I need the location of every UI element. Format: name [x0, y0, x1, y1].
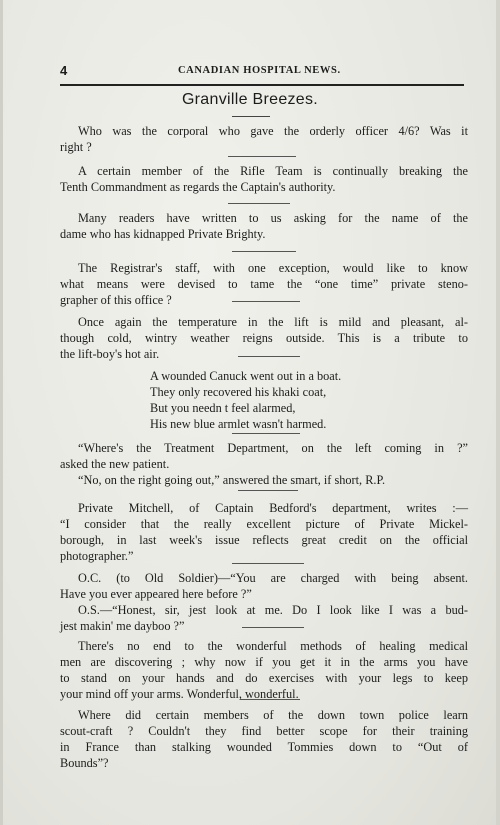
item-scout-craft — [60, 707, 468, 771]
text-line: borough, in last week's issue reflects great credit on the official — [60, 533, 468, 547]
text-line: in France than stalking wounded Tommies down to “Out of — [60, 740, 468, 754]
item-kidnapped — [60, 210, 468, 242]
item-corporal — [60, 123, 468, 155]
page-header — [60, 63, 464, 79]
separator-rule — [232, 433, 300, 434]
text-line: Private Mitchell, of Captain Bedford's department, writes :— — [78, 501, 468, 515]
separator-rule — [240, 699, 300, 700]
text-line: O.C. (to Old Soldier)—“You are charged with being absent. — [78, 571, 468, 585]
item-healing-methods — [60, 638, 468, 702]
text-line: your mind off your arms. Wonderful, wonderful. — [60, 687, 299, 701]
text-line: Who was the corporal who gave the orderly officer 4/6? Was it — [78, 124, 468, 138]
text-line: men are discovering ; why now if you get it in the arms you have — [60, 655, 468, 669]
text-line: right ? — [60, 140, 92, 154]
text-line: “I consider that the really excellent picture of Private Mickel- — [60, 517, 468, 531]
separator-rule — [232, 301, 300, 302]
item-poem — [150, 368, 410, 432]
item-mitchell — [60, 500, 468, 564]
text-line: O.S.—“Honest, sir, jest look at me. Do I look like I was a bud- — [78, 603, 468, 617]
separator-rule — [232, 251, 296, 252]
separator-rule — [228, 156, 296, 157]
page-edge-left — [0, 0, 3, 825]
separator-rule — [242, 627, 304, 628]
article-title: Granville Breezes. — [181, 91, 319, 108]
item-treatment-department — [60, 440, 468, 488]
page-number: 4 — [60, 63, 68, 78]
text-line: grapher of this office ? — [60, 293, 172, 307]
separator-rule — [228, 203, 290, 204]
text-line: Many readers have written to us asking for the name of the — [78, 211, 468, 225]
text-line: A certain member of the Rifle Team is continually breaking the — [78, 164, 468, 178]
separator-rule — [232, 563, 304, 564]
text-line: Where did certain members of the down town police learn — [78, 708, 468, 722]
poem-line: A wounded Canuck went out in a boat. — [150, 369, 342, 383]
poem-line: But you needn t feel alarmed, — [150, 401, 296, 415]
item-rifle-team — [60, 163, 468, 195]
text-line: scout-craft ? Couldn't they find better scope for their training — [60, 724, 468, 738]
poem-line: They only recovered his khaki coat, — [150, 385, 327, 399]
header-rule — [60, 84, 464, 86]
text-line: Tenth Commandment as regards the Captain's authority. — [60, 180, 336, 194]
poem-line: His new blue armlet wasn't harmed. — [150, 417, 327, 431]
text-line: though cold, wintry weather reigns outside. This is a tribute to — [60, 331, 468, 345]
text-line: Have you ever appeared here before ?” — [60, 587, 252, 601]
text-line: what means were devised to tame the “one time” private steno- — [60, 277, 468, 291]
running-head: CANADIAN HOSPITAL NEWS. — [178, 65, 341, 76]
text-line: “Where's the Treatment Department, on the left coming in ?” — [78, 441, 468, 455]
item-lift — [60, 314, 468, 362]
text-line: “No, on the right going out,” answered the smart, if short, R.P. — [78, 473, 386, 487]
text-line: Once again the temperature in the lift is mild and pleasant, al- — [78, 315, 468, 329]
separator-rule — [238, 356, 300, 357]
separator-rule — [238, 490, 298, 491]
page-edge-right — [496, 0, 500, 825]
text-line: There's no end to the wonderful methods of healing medical — [78, 639, 468, 653]
item-old-soldier — [60, 570, 468, 634]
title-rule — [232, 116, 270, 117]
text-line: photographer.” — [60, 549, 134, 563]
text-line: the lift-boy's hot air. — [60, 347, 160, 361]
text-line: dame who has kidnapped Private Brighty. — [60, 227, 266, 241]
text-line: The Registrar's staff, with one exception, would like to know — [78, 261, 468, 275]
text-line: Bounds”? — [60, 756, 109, 770]
text-line: to stand on your hands and do exercises with your legs to keep — [60, 671, 468, 685]
text-line: jest makin' me dayboo ?” — [60, 619, 185, 633]
text-line: asked the new patient. — [60, 457, 170, 471]
